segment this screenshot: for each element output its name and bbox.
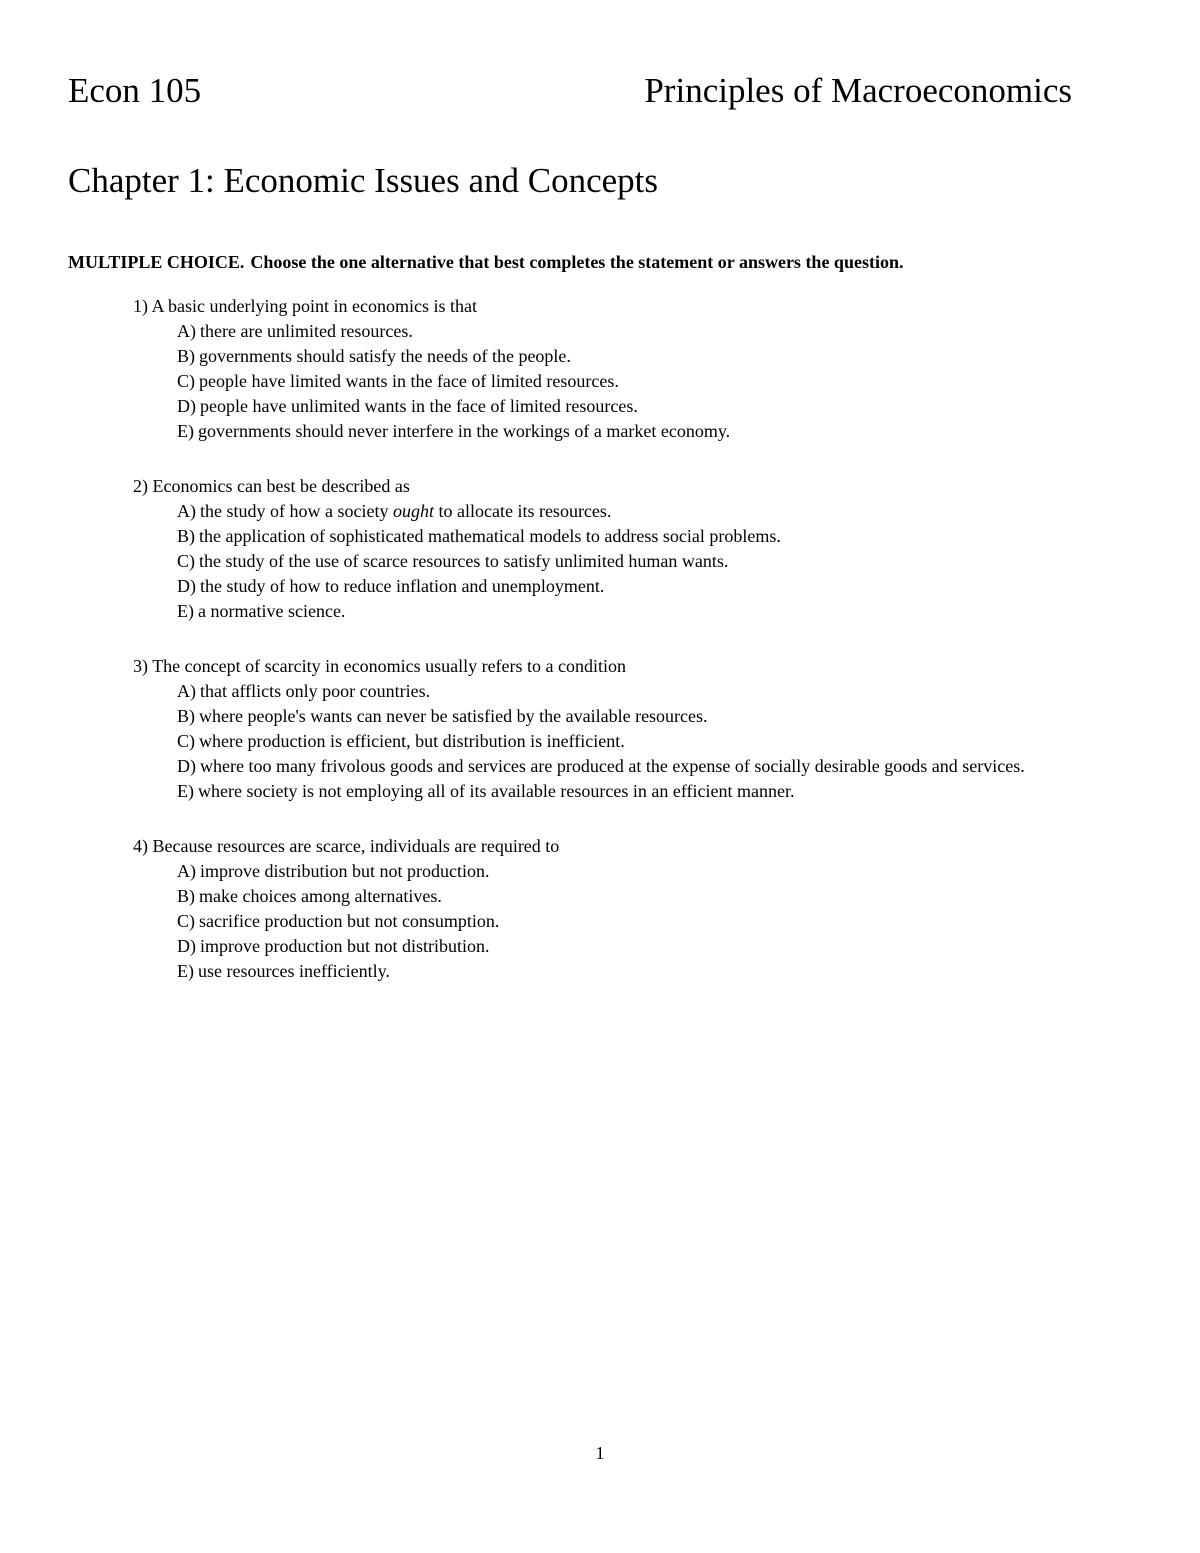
option-letter: C)	[177, 551, 195, 571]
option-text: where society is not employing all of its available resources in an efficient manner.	[198, 781, 795, 801]
option-letter: D)	[177, 576, 196, 596]
answer-option	[177, 499, 1107, 524]
page-header-left: Econ 105	[68, 71, 202, 110]
option-text: improve production but not distribution.	[200, 936, 490, 956]
answer-option	[177, 704, 1107, 729]
option-letter: E)	[177, 421, 194, 441]
answer-option	[177, 779, 1107, 804]
question-number: 2)	[133, 476, 148, 496]
option-text-after: to allocate its resources.	[438, 501, 612, 521]
question-text: A basic underlying point in economics is that	[151, 296, 477, 316]
option-letter: E)	[177, 961, 194, 981]
answer-option	[177, 859, 1107, 884]
question-text: The concept of scarcity in economics usually refers to a condition	[152, 656, 627, 676]
option-text: where too many frivolous goods and services are produced at the expense of socially desirable goods and services.	[200, 756, 1025, 776]
instructions	[68, 251, 903, 273]
answer-option	[177, 574, 1107, 599]
option-letter: D)	[177, 756, 196, 776]
option-letter: B)	[177, 526, 195, 546]
option-text: where production is efficient, but distribution is inefficient.	[199, 731, 625, 751]
chapter-title: Chapter 1: Economic Issues and Concepts	[68, 161, 659, 200]
question-2	[0, 474, 1200, 624]
option-text: the study of the use of scarce resources to satisfy unlimited human wants.	[199, 551, 729, 571]
answer-option	[177, 884, 1107, 909]
option-letter: D)	[177, 396, 196, 416]
page-number: 1	[595, 1443, 605, 1463]
option-text: governments should satisfy the needs of the people.	[199, 346, 571, 366]
answer-option	[177, 959, 1107, 984]
option-text: sacrifice production but not consumption.	[199, 911, 500, 931]
question-stem	[133, 474, 1200, 499]
option-text: improve distribution but not production.	[200, 861, 490, 881]
option-text: that afflicts only poor countries.	[200, 681, 431, 701]
answer-option	[177, 909, 1107, 934]
answer-option	[177, 524, 1107, 549]
option-text: use resources inefficiently.	[198, 961, 390, 981]
question-number: 3)	[133, 656, 148, 676]
answer-option	[177, 344, 1107, 369]
answer-option	[177, 549, 1107, 574]
question-3	[0, 654, 1200, 804]
question-list	[0, 294, 1200, 1014]
question-stem	[133, 294, 1200, 319]
option-text: a normative science.	[198, 601, 346, 621]
option-letter: C)	[177, 731, 195, 751]
answer-option	[177, 729, 1107, 754]
option-letter: E)	[177, 601, 194, 621]
answer-option	[177, 419, 1107, 444]
option-text: the study of how to reduce inflation and unemployment.	[200, 576, 605, 596]
option-text: there are unlimited resources.	[200, 321, 413, 341]
option-text: people have unlimited wants in the face of limited resources.	[200, 396, 638, 416]
option-letter: B)	[177, 706, 195, 726]
answer-option	[177, 369, 1107, 394]
option-letter: A)	[177, 501, 196, 521]
question-stem	[133, 834, 1200, 859]
question-4	[0, 834, 1200, 984]
answer-option	[177, 679, 1107, 704]
answer-option	[177, 319, 1107, 344]
option-text: where people's wants can never be satisfied by the available resources.	[199, 706, 708, 726]
question-1	[0, 294, 1200, 444]
page-header-right: Principles of Macroeconomics	[644, 71, 1072, 110]
option-text: people have limited wants in the face of limited resources.	[199, 371, 619, 391]
option-text-emphasis: ought	[392, 501, 434, 521]
question-text: Economics can best be described as	[152, 476, 410, 496]
answer-option	[177, 934, 1107, 959]
option-text	[200, 499, 1107, 524]
option-letter: B)	[177, 886, 195, 906]
answer-option	[177, 394, 1107, 419]
question-stem	[133, 654, 1200, 679]
option-text-before: the study of how a society	[200, 501, 389, 521]
option-letter: D)	[177, 936, 196, 956]
instructions-lead: MULTIPLE CHOICE.	[68, 252, 245, 272]
option-text: governments should never interfere in the workings of a market economy.	[198, 421, 731, 441]
option-text: the application of sophisticated mathematical models to address social problems.	[199, 526, 781, 546]
option-letter: B)	[177, 346, 195, 366]
question-number: 1)	[133, 296, 148, 316]
option-text: make choices among alternatives.	[199, 886, 442, 906]
option-letter: A)	[177, 681, 196, 701]
answer-option	[177, 754, 1107, 779]
option-letter: C)	[177, 911, 195, 931]
instructions-text: Choose the one alternative that best completes the statement or answers the question.	[250, 252, 904, 272]
option-letter: E)	[177, 781, 194, 801]
option-letter: A)	[177, 321, 196, 341]
question-number: 4)	[133, 836, 148, 856]
option-letter: A)	[177, 861, 196, 881]
option-letter: C)	[177, 371, 195, 391]
question-text: Because resources are scarce, individuals are required to	[152, 836, 560, 856]
answer-option	[177, 599, 1107, 624]
